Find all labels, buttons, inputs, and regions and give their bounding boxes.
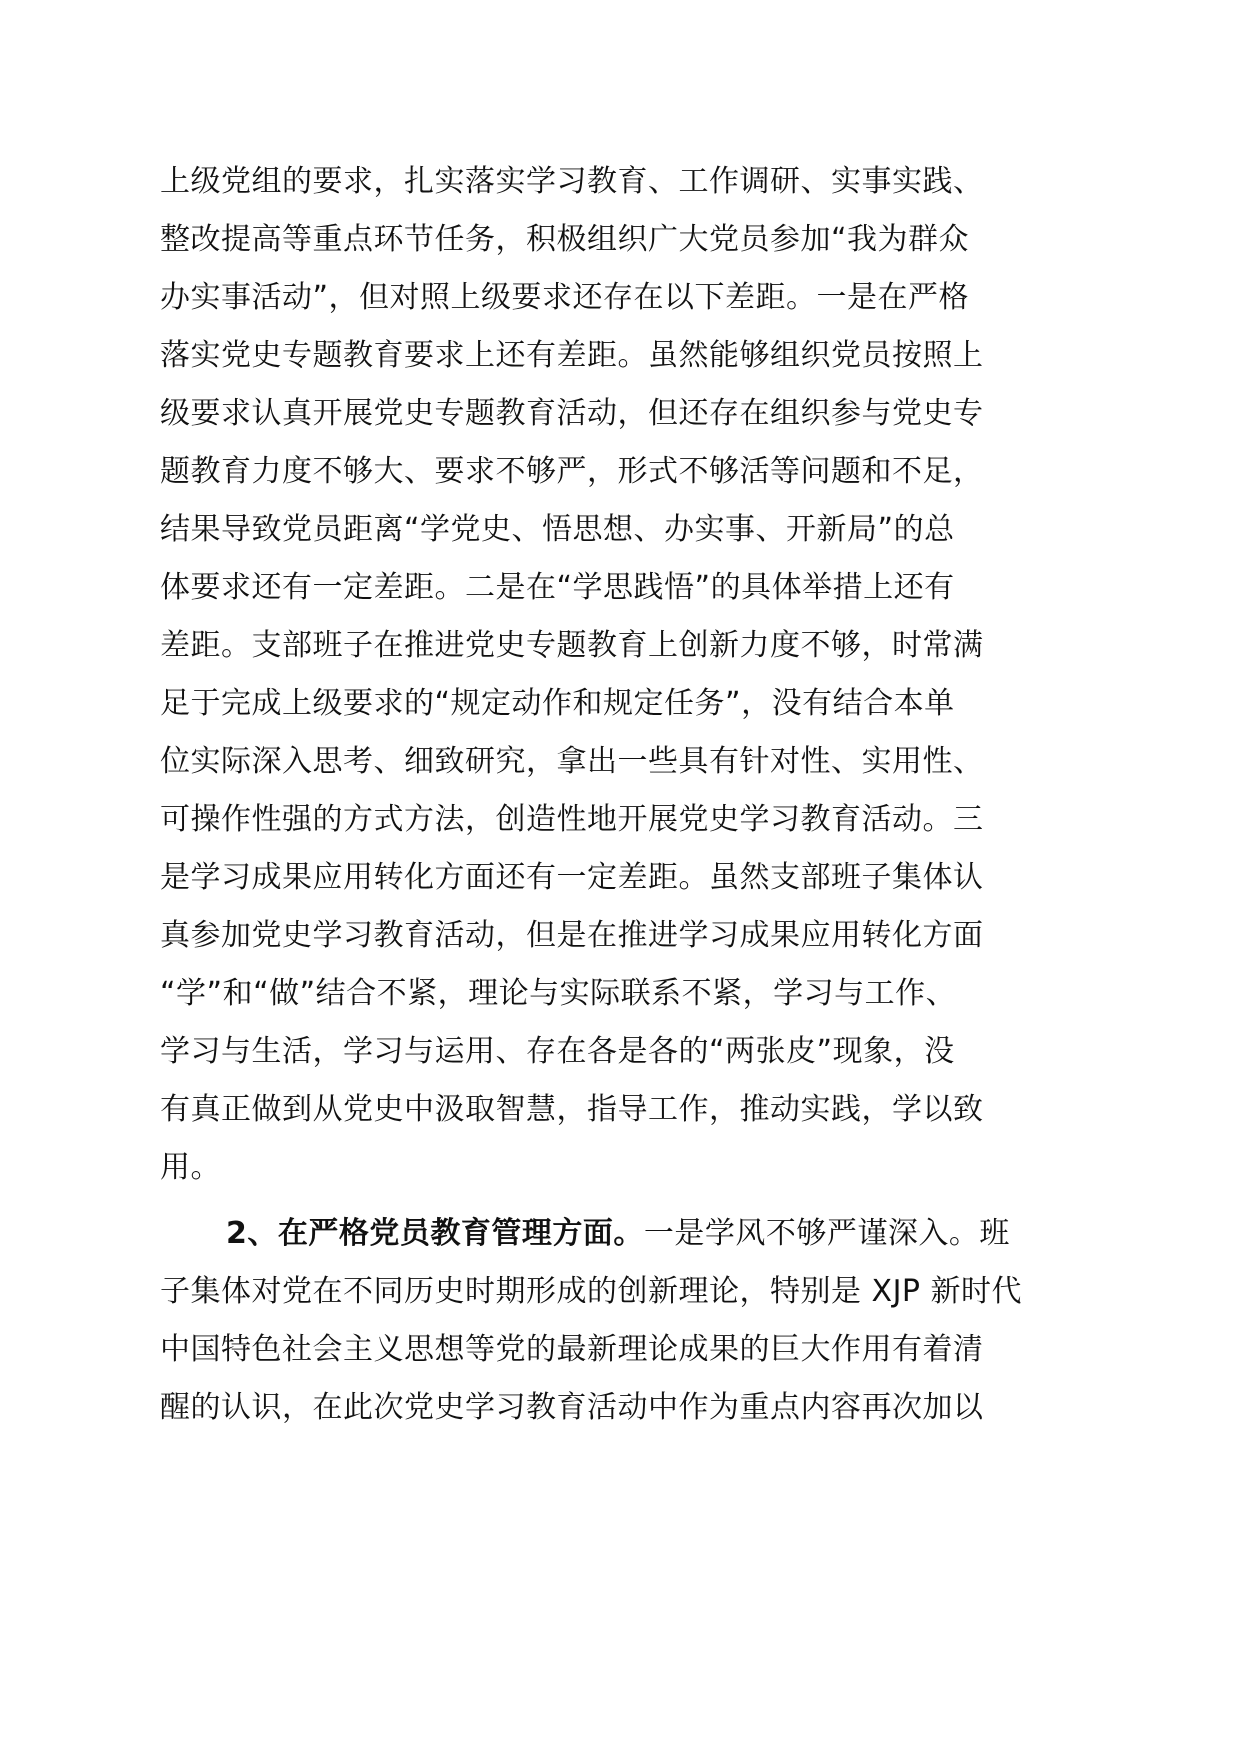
paragraph-1-line-11: 位实际深入思考、细致研究，拿出一些具有针对性、实用性、	[160, 744, 984, 779]
paragraph-1-line-6: 题教育力度不够大、要求不够严，形式不够活等问题和不足，	[160, 454, 984, 489]
paragraph-1-line-8: 体要求还有一定差距。二是在“学思践悟”的具体举措上还有	[160, 570, 955, 605]
paragraph-1-line-15: “学”和“做”结合不紧，理论与实际联系不紧，学习与工作、	[160, 976, 957, 1011]
paragraph-1-line-14: 真参加党史学习教育活动，但是在推进学习成果应用转化方面	[160, 918, 984, 953]
paragraph-1-line-3: 办实事活动”，但对照上级要求还存在以下差距。一是在严格	[160, 280, 970, 315]
paragraph-2-line-3: 中国特色社会主义思想等党的最新理论成果的巨大作用有着清	[160, 1332, 984, 1367]
paragraph-1-line-18: 用。	[160, 1150, 221, 1185]
paragraph-1-line-17: 有真正做到从党史中汲取智慧，指导工作，推动实践，学以致	[160, 1092, 984, 1127]
paragraph-2-line-1-text: 一是学风不够严谨深入。班	[643, 1216, 1010, 1251]
paragraph-1-line-7: 结果导致党员距离“学党史、悟思想、办实事、开新局”的总	[160, 512, 955, 547]
section-heading: 2、在严格党员教育管理方面。	[226, 1216, 644, 1251]
paragraph-1-line-12: 可操作性强的方式方法，创造性地开展党史学习教育活动。三	[160, 802, 984, 837]
paragraph-1-line-13: 是学习成果应用转化方面还有一定差距。虽然支部班子集体认	[160, 860, 984, 895]
paragraph-1-line-2: 整改提高等重点环节任务，积极组织广大党员参加“我为群众	[160, 222, 970, 257]
paragraph-1-line-4: 落实党史专题教育要求上还有差距。虽然能够组织党员按照上	[160, 338, 984, 373]
paragraph-2-line-1	[226, 1202, 1010, 1266]
paragraph-1-line-5: 级要求认真开展党史专题教育活动，但还存在组织参与党史专	[160, 396, 984, 431]
paragraph-1-line-1: 上级党组的要求，扎实落实学习教育、工作调研、实事实践、	[160, 164, 984, 199]
paragraph-1-line-9: 差距。支部班子在推进党史专题教育上创新力度不够，时常满	[160, 628, 984, 663]
paragraph-1-line-16: 学习与生活，学习与运用、存在各是各的“两张皮”现象，没	[160, 1034, 955, 1069]
paragraph-1-line-10: 足于完成上级要求的“规定动作和规定任务”，没有结合本单	[160, 686, 955, 721]
paragraph-2-line-2: 子集体对党在不同历史时期形成的创新理论，特别是 XJP 新时代	[160, 1274, 1023, 1309]
paragraph-2-line-4: 醒的认识，在此次党史学习教育活动中作为重点内容再次加以	[160, 1390, 984, 1425]
